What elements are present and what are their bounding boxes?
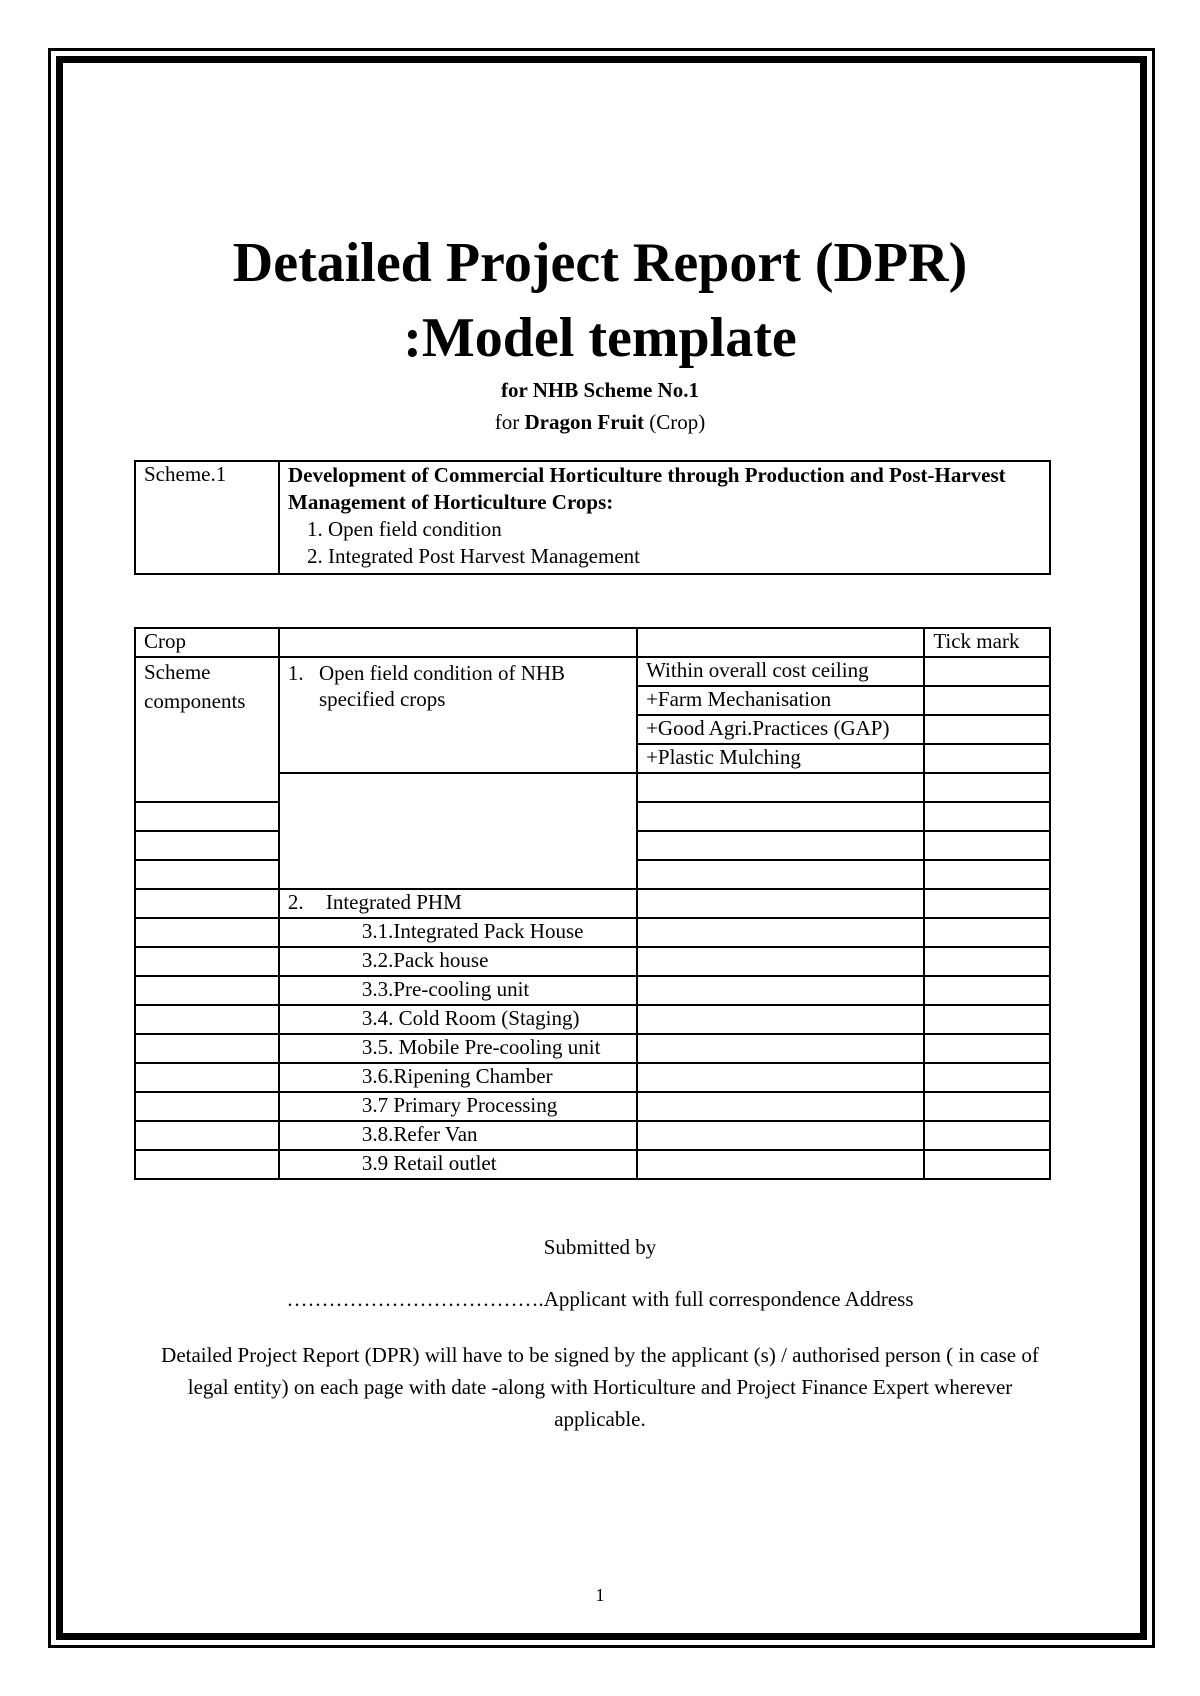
phm-item: 3.7 Primary Processing [279, 1092, 637, 1121]
document-title-line1: Detailed Project Report (DPR) [232, 232, 968, 294]
crop-name: Dragon Fruit [524, 410, 645, 434]
submitted-by: Submitted by [543, 1235, 657, 1259]
tick-cell[interactable] [924, 976, 1050, 1005]
empty-cell [637, 860, 924, 889]
scheme-description-cell [279, 461, 1050, 574]
tick-cell[interactable] [924, 1005, 1050, 1034]
empty-cell [637, 1121, 924, 1150]
option-plastic-mulching: +Plastic Mulching [637, 744, 924, 773]
scheme-label: Scheme.1 [135, 461, 279, 574]
integrated-phm-text: Integrated PHM [325, 890, 462, 914]
tick-cell[interactable] [924, 657, 1050, 686]
document-title-line2: :Model template [403, 307, 797, 369]
phm-item: 3.1.Integrated Pack House [279, 918, 637, 947]
tick-cell[interactable] [924, 1092, 1050, 1121]
scheme-item: 2. Integrated Post Harvest Management [328, 543, 1041, 570]
open-field-text: Open field condition of NHB specified crops [318, 661, 566, 711]
crop-prefix: for [494, 410, 520, 434]
empty-cell [637, 976, 924, 1005]
empty-cell [637, 889, 924, 918]
empty-cell [637, 802, 924, 831]
tick-cell[interactable] [924, 1063, 1050, 1092]
empty-cell [637, 773, 924, 802]
scheme-heading: Development of Commercial Horticulture through Production and Post-Harvest Management of Horticulture Crops: [288, 463, 1006, 514]
empty-cell [135, 1150, 279, 1179]
tick-cell[interactable] [924, 918, 1050, 947]
empty-cell [135, 1121, 279, 1150]
components-table [134, 627, 1051, 1180]
crop-suffix: (Crop) [649, 410, 706, 434]
tick-cell[interactable] [924, 1121, 1050, 1150]
empty-cell [637, 1034, 924, 1063]
tick-cell[interactable] [924, 744, 1050, 773]
empty-cell [279, 773, 637, 889]
scheme-subtitle: for NHB Scheme No.1 [501, 378, 699, 402]
phm-item: 3.6.Ripening Chamber [279, 1063, 637, 1092]
option-gap: +Good Agri.Practices (GAP) [637, 715, 924, 744]
empty-cell [135, 1063, 279, 1092]
crop-subtitle [0, 410, 1200, 435]
phm-item: 3.8.Refer Van [279, 1121, 637, 1150]
tick-cell[interactable] [924, 889, 1050, 918]
tick-cell[interactable] [924, 947, 1050, 976]
empty-cell [637, 1063, 924, 1092]
option-farm-mechanisation: +Farm Mechanisation [637, 686, 924, 715]
page-number: 1 [595, 1585, 605, 1605]
tick-cell[interactable] [924, 773, 1050, 802]
phm-item: 3.9 Retail outlet [279, 1150, 637, 1179]
empty-cell [135, 802, 279, 831]
crop-header: Crop [135, 628, 279, 657]
empty-cell [135, 1005, 279, 1034]
open-field-item [279, 657, 637, 773]
scheme-table [134, 460, 1051, 575]
option-cost-ceiling: Within overall cost ceiling [637, 657, 924, 686]
open-field-number: 1. [287, 661, 304, 685]
scheme-item: 1. Open field condition [328, 516, 1041, 543]
tick-cell[interactable] [924, 1150, 1050, 1179]
empty-cell [135, 889, 279, 918]
empty-cell [135, 831, 279, 860]
tick-cell[interactable] [924, 686, 1050, 715]
tick-cell[interactable] [924, 715, 1050, 744]
empty-cell [637, 918, 924, 947]
empty-cell [637, 947, 924, 976]
integrated-phm-item [279, 889, 637, 918]
tick-mark-header: Tick mark [924, 628, 1050, 657]
integrated-phm-number: 2. [287, 890, 304, 914]
phm-item: 3.2.Pack house [279, 947, 637, 976]
tick-cell[interactable] [924, 860, 1050, 889]
phm-item: 3.3.Pre-cooling unit [279, 976, 637, 1005]
empty-cell [637, 831, 924, 860]
tick-cell[interactable] [924, 831, 1050, 860]
tick-cell[interactable] [924, 1034, 1050, 1063]
empty-cell [637, 1005, 924, 1034]
empty-cell [637, 1092, 924, 1121]
phm-item: 3.4. Cold Room (Staging) [279, 1005, 637, 1034]
phm-item: 3.5. Mobile Pre-cooling unit [279, 1034, 637, 1063]
empty-cell [135, 1092, 279, 1121]
empty-cell [135, 976, 279, 1005]
empty-cell [279, 628, 637, 657]
signature-note: Detailed Project Report (DPR) will have to be signed by the applicant (s) / authorised person ( in case of legal entity) on each page with date -along with Horticulture and Project Finance Expert wherever applicable. [161, 1343, 1039, 1431]
tick-cell[interactable] [924, 802, 1050, 831]
scheme-components-label: Scheme components [135, 657, 279, 802]
empty-cell [135, 947, 279, 976]
scheme-items [288, 516, 1041, 570]
empty-cell [135, 860, 279, 889]
empty-cell [637, 628, 924, 657]
empty-cell [637, 1150, 924, 1179]
empty-cell [135, 918, 279, 947]
empty-cell [135, 1034, 279, 1063]
applicant-line: ……………………………….Applicant with full correspondence Address [286, 1287, 914, 1311]
